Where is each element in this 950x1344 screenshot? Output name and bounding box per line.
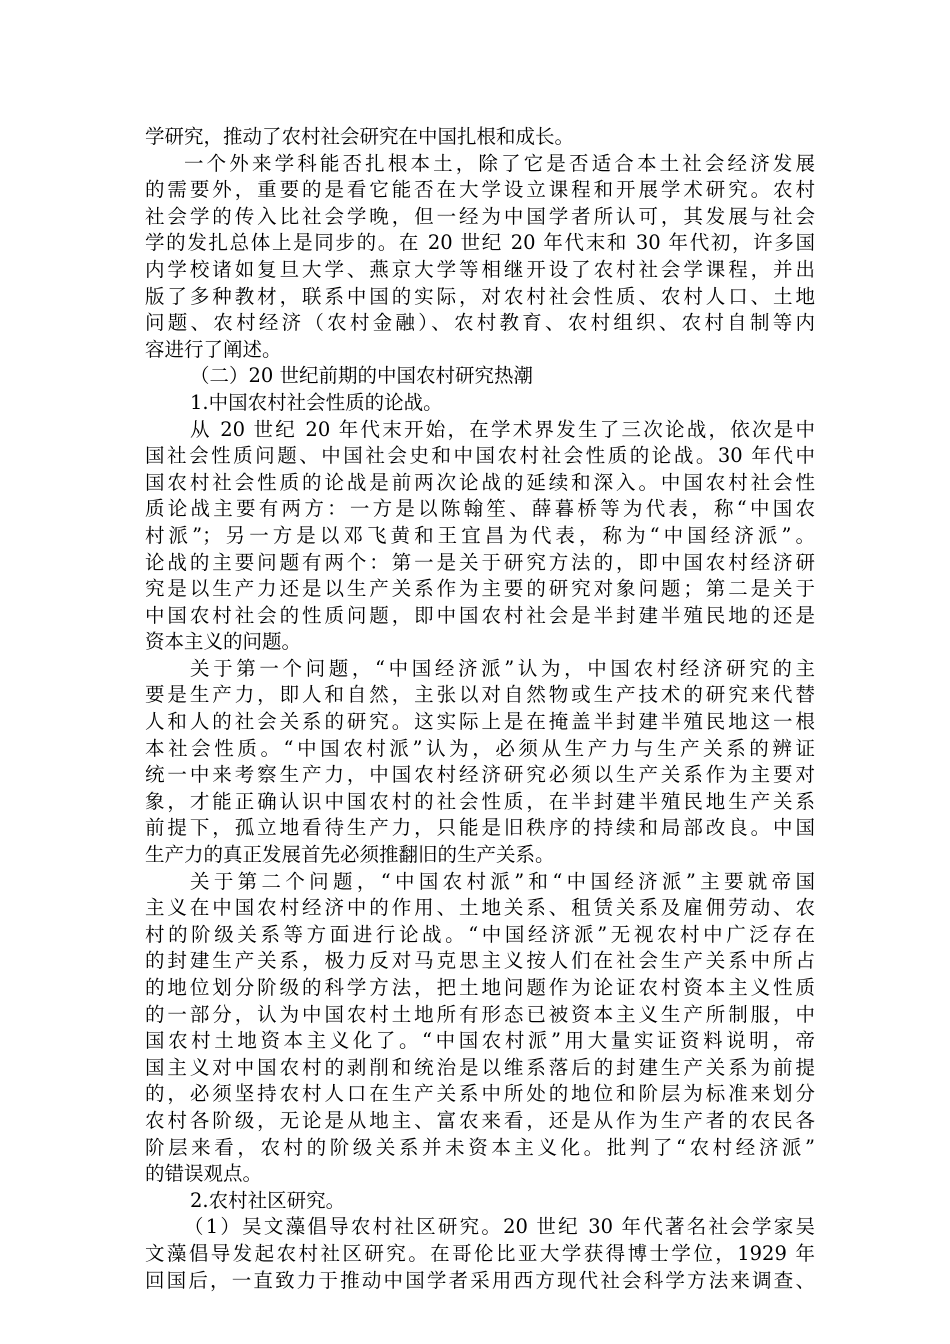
text-line: 阶层来看，农村的阶级关系并未资本主义化。批判了“农村经济派”: [145, 1135, 815, 1159]
text-line: 的，必须坚持农村人口在生产关系中所处的地位和阶层为标准来划分: [145, 1082, 815, 1106]
text-line: 内学校诸如复旦大学、燕京大学等相继开设了农村社会学课程，并出: [145, 257, 815, 281]
text-line: 的需要外，重要的是看它能否在大学设立课程和开展学术研究。农村: [145, 178, 815, 202]
text-line: 国农村社会性质的论战是前两次论战的延续和深入。中国农村社会性: [145, 470, 815, 494]
text-line: 学的发扎总体上是同步的。在 20 世纪 20 年代末和 30 年代初，许多国: [145, 231, 815, 255]
text-line: 究是以生产力还是以生产关系作为主要的研究对象问题；第二是关于: [145, 577, 815, 601]
text-line: 本社会性质。“中国农村派”认为，必须从生产力与生产关系的辨证: [145, 736, 815, 760]
text-line: 一个外来学科能否扎根本土，除了它是否适合本土社会经济发展: [184, 151, 815, 175]
text-line: 农村各阶级，无论是从地主、富农来看，还是从作为生产者的农民各: [145, 1108, 815, 1132]
text-line: 国农村土地资本主义化了。“中国农村派”用大量实证资料说明，帝: [145, 1029, 815, 1053]
document-body: [145, 124, 815, 1294]
text-line: 前提下，孤立地看待生产力，只能是旧秩序的持续和局部改良。中国: [145, 816, 815, 840]
text-line: 国社会性质问题、中国社会史和中国农村社会性质的论战。30 年代中: [145, 444, 815, 468]
text-line: 村的阶级关系等方面进行论战。“中国经济派”无视农村中广泛存在: [145, 922, 815, 946]
text-line: 2.农村社区研究。: [190, 1188, 346, 1212]
text-line: 社会学的传入比社会学晚，但一经为中国学者所认可，其发展与社会: [145, 204, 815, 228]
text-line: 学研究，推动了农村社会研究在中国扎根和成长。: [145, 125, 575, 148]
text-line: 关于第二个问题，“中国农村派”和“中国经济派”主要就帝国: [190, 869, 815, 893]
text-line: 问题、农村经济（农村金融）、农村教育、农村组织、农村自制等内: [145, 311, 815, 335]
text-line: 的一部分，认为中国农村土地所有形态已被资本主义生产所制服，中: [145, 1002, 815, 1026]
text-line: 版了多种教材，联系中国的实际，对农村社会性质、农村人口、土地: [145, 284, 815, 308]
text-line: 1.中国农村社会性质的论战。: [190, 390, 443, 414]
text-line: （1）吴文藻倡导农村社区研究。20 世纪 30 年代著名社会学家吴: [184, 1215, 815, 1239]
text-line: 回国后，一直致力于推动中国学者采用西方现代社会科学方法来调查、: [145, 1268, 815, 1292]
text-line: 国主义对中国农村的剥削和统治是以维系落后的封建生产关系为前提: [145, 1055, 815, 1079]
text-line: 容进行了阐述。: [145, 337, 282, 361]
text-line: 生产力的真正发展首先必须推翻旧的生产关系。: [145, 843, 555, 867]
text-line: 论战的主要问题有两个：第一是关于研究方法的，即中国农村经济研: [145, 550, 815, 574]
text-line: 主义在中国农村经济中的作用、土地关系、租赁关系及雇佣劳动、农: [145, 896, 815, 920]
text-line: 要是生产力，即人和自然，主张以对自然物或生产技术的研究来代替: [145, 683, 815, 707]
text-line: 象，才能正确认识中国农村的社会性质，在半封建半殖民地生产关系: [145, 789, 815, 813]
text-line: 文藻倡导发起农村社区研究。在哥伦比亚大学获得博士学位，1929 年: [145, 1241, 815, 1265]
text-line: 关于第一个问题，“中国经济派”认为，中国农村经济研究的主: [190, 656, 815, 680]
text-line: 的错误观点。: [145, 1162, 263, 1186]
text-line: 中国农村社会的性质问题，即中国农村社会是半封建半殖民地的还是: [145, 603, 815, 627]
text-line: 人和人的社会关系的研究。这实际上是在掩盖半封建半殖民地这一根: [145, 710, 815, 734]
text-line: 资本主义的问题。: [145, 630, 302, 654]
text-line: 村派”；另一方是以邓飞黄和王宜昌为代表，称为“中国经济派”。: [145, 523, 815, 547]
text-line: 的封建生产关系，极力反对马克思主义按人们在社会生产关系中所占: [145, 949, 815, 973]
text-line: 统一中来考察生产力，中国农村经济研究必须以生产关系作为主要对: [145, 763, 815, 787]
text-line: 的地位划分阶级的科学方法，把土地问题作为论证农村资本主义性质: [145, 976, 815, 999]
text-line: （二）20 世纪前期的中国农村研究热潮: [190, 364, 534, 388]
text-line: 质论战主要有两方：一方是以陈翰笙、薛暮桥等为代表，称“中国农: [145, 497, 815, 521]
text-line: 从 20 世纪 20 年代末开始，在学术界发生了三次论战，依次是中: [190, 417, 815, 441]
